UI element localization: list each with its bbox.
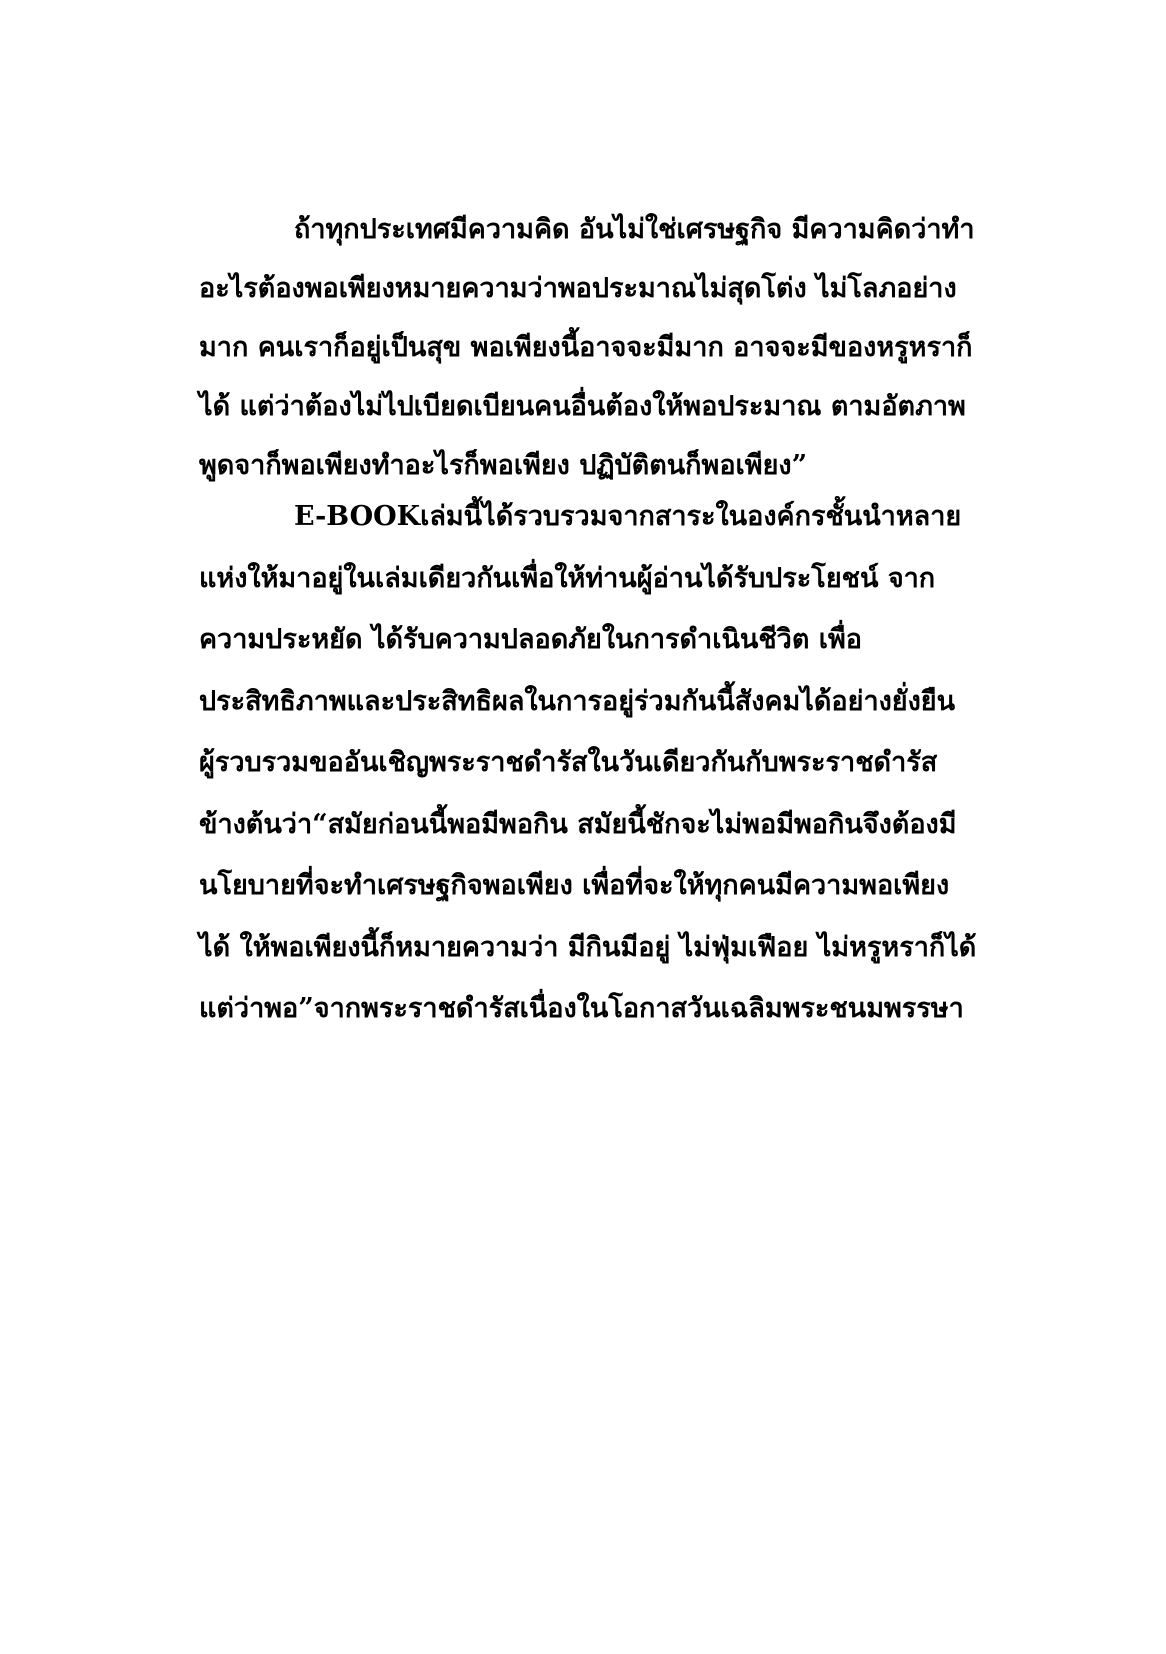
paragraph-2-line: ได้ ให้พอเพียงนี้ก็หมายความว่า มีกินมีอยู่ ไม่ฟุ่มเฟือย ไม่หรูหราก็ได้ bbox=[199, 931, 977, 963]
paragraph-2-line: นโยบายที่จะทำเศรษฐกิจพอเพียง เพื่อที่จะให้ทุกคนมีความพอเพียง bbox=[199, 870, 950, 901]
paragraph-2-line: ความประหยัด ได้รับความปลอดภัยในการดำเนินชีวิต เพื่อ bbox=[199, 624, 863, 655]
paragraph-1-line: ได้ แต่ว่าต้องไม่ไปเบียดเบียนคนอื่นต้องให้พอประมาณ ตามอัตภาพ bbox=[199, 391, 966, 422]
paragraph-2-line: แต่ว่าพอ”จากพระราชดำรัสเนื่องในโอกาสวันเฉลิมพระชนมพรรษา bbox=[199, 993, 964, 1024]
paragraph-1 bbox=[199, 200, 979, 495]
paragraph-1-line: พูดจาก็พอเพียงทำอะไรก็พอเพียง ปฏิบัติตนก็พอเพียง” bbox=[199, 450, 808, 481]
paragraph-2-line: ผู้รวบรวมขออันเชิญพระราชดำรัสในวันเดียวกันกับพระราชดำรัส bbox=[199, 747, 938, 778]
paragraph-2-line: ประสิทธิภาพและประสิทธิผลในการอยู่ร่วมกันนี้สังคมได้อย่างยั่งยืน bbox=[199, 685, 956, 717]
paragraph-2-line: แห่งให้มาอยู่ในเล่มเดียวกันเพื่อให้ท่านผู้อ่านได้รับประโยชน์ จาก bbox=[199, 562, 936, 594]
paragraph-1-line: อะไรต้องพอเพียงหมายความว่าพอประมาณไม่สุดโต่ง ไม่โลภอย่าง bbox=[199, 273, 957, 304]
paragraph-2-line: ข้างต้นว่า“สมัยก่อนนี้พอมีพอกิน สมัยนี้ชักจะไม่พอมีพอกินจึงต้องมี bbox=[199, 808, 957, 840]
paragraph-2-line: E-BOOKเล่มนี้ได้รวบรวมจากสาระในองค์กรชั้นนำหลาย bbox=[294, 501, 962, 532]
paragraph-2 bbox=[199, 486, 979, 1040]
paragraph-1-line: ถ้าทุกประเทศมีความคิด อันไม่ใช่เศรษฐกิจ มีความคิดว่าทำ bbox=[294, 214, 975, 245]
paragraph-1-line: มาก คนเราก็อยู่เป็นสุข พอเพียงนี้อาจจะมีมาก อาจจะมีของหรูหราก็ bbox=[199, 332, 973, 363]
